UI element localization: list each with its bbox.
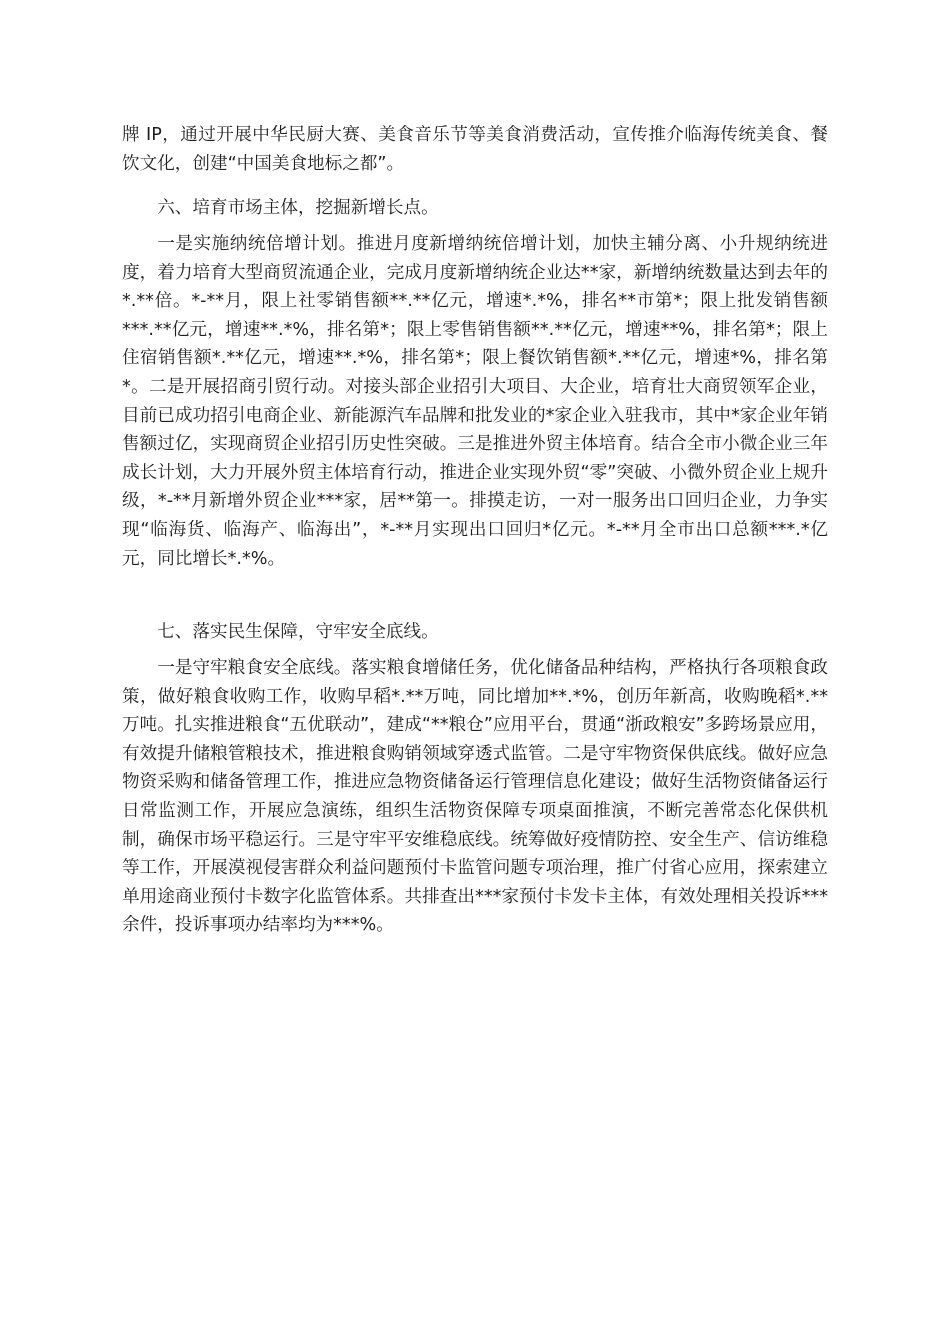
section-6-body-paragraph: 一是实施纳统倍增计划。推进月度新增纳统倍增计划，加快主辅分离、小升规纳统进度，着力培育大型商贸流通企业，完成月度新增纳统企业达**家，新增纳统数量达到去年的*.**倍。*-**月，限上社零销售额**.**亿元，增速*.*%，排名**市第*；限上批发销售额***.**亿元，增速**.*%，排名第*；限上零售销售额**.**亿元，增速**%，排名第*；限上住宿销售额*.**亿元，增速**.*%，排名第*；限上餐饮销售额*.**亿元，增速*%，排名第*。二是开展招商引贸行动。对接头部企业招引大项目、大企业，培育壮大商贸领军企业，目前已成功招引电商企业、新能源汽车品牌和批发业的*家企业入驻我市，其中*家企业年销售额过亿，实现商贸企业招引历史性突破。三是推进外贸主体培育。结合全市小微企业三年成长计划，大力开展外贸主体培育行动，推进企业实现外贸“零”突破、小微外贸企业上规升级，*-**月新增外贸企业***家，居**第一。排摸走访，一对一服务出口回归企业，力争实现“临海货、临海产、临海出”，*-**月实现出口回归*亿元。*-**月全市出口总额***.*亿元，同比增长*.*%。 xyxy=(122,234,828,569)
section-7-heading: 七、落实民生保障，守牢安全底线。 xyxy=(157,622,439,642)
section-6-heading: 六、培育市场主体，挖掘新增长点。 xyxy=(157,198,439,218)
intro-paragraph: 牌 IP，通过开展中华民厨大赛、美食音乐节等美食消费活动，宣传推介临海传统美食、餐饮文化，创建“中国美食地标之都”。 xyxy=(122,125,828,174)
section-7-body-paragraph: 一是守牢粮食安全底线。落实粮食增储任务，优化储备品种结构，严格执行各项粮食政策，做好粮食收购工作，收购早稻*.**万吨，同比增加**.*%，创历年新高，收购晚稻*.**万吨。扎实推进粮食“五优联动”，建成“**粮仓”应用平台，贯通“浙政粮安”多跨场景应用，有效提升储粮管粮技术，推进粮食购销领域穿透式监管。二是守牢物资保供底线。做好应急物资采购和储备管理工作，推进应急物资储备运行管理信息化建设；做好生活物资储备运行日常监测工作，开展应急演练，组织生活物资保障专项桌面推演，不断完善常态化保供机制，确保市场平稳运行。三是守牢平安维稳底线。统筹做好疫情防控、安全生产、信访维稳等工作，开展漠视侵害群众利益问题预付卡监管问题专项治理，推广付省心应用，探索建立单用途商业预付卡数字化监管体系。共排查出***家预付卡发卡主体，有效处理相关投诉***余件，投诉事项办结率均为***%。 xyxy=(122,658,828,936)
